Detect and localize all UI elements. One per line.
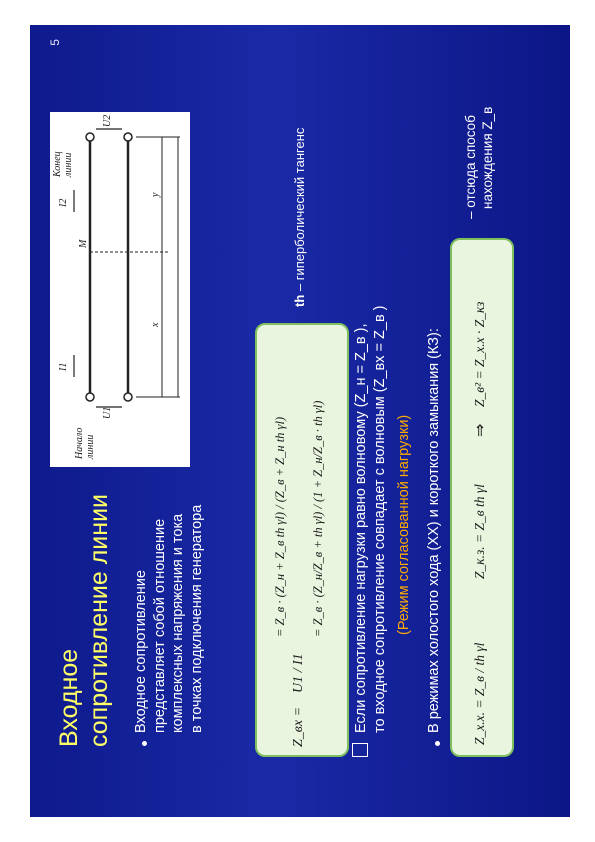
formula-ratio: U1 / I1 [291,653,306,693]
title-line-1: Входное [55,648,83,747]
label-x: x [150,322,161,327]
label-y: y [150,192,161,197]
line-end-label: Конец линии [52,151,74,177]
method-note-line-1: – отсюда способ [463,115,478,219]
line-diagram [50,112,190,467]
bullet1-line: Входное сопротивление [133,570,149,733]
formula-lhs: Z_вх = [291,706,306,747]
formula-expression-1: = Z_в · (Z_н + Z_в th γl) / (Z_в + Z_н th γl) [273,416,287,637]
th-text: – гиперболический тангенс [292,127,307,295]
main-formula-box [255,323,349,757]
formula-wave-impedance: Z_в² = Z_х.х · Z_кз [472,301,487,407]
bullet1-line: комплексных напряжения и тока [170,513,186,733]
method-note-line-2: нахождения Z_в [480,106,495,209]
title-line-2: сопротивление линии [85,493,113,747]
formula-short-circuit: Z_к.з. = Z_в th γl [472,484,487,579]
condition-text [352,33,389,733]
bullet-input-impedance [132,505,206,733]
label-u2: U2 [102,114,113,127]
modes-formula-box [450,238,514,757]
slide-title [54,494,114,747]
page-number: 5 [48,39,62,46]
slide [30,25,570,817]
label-i1: I1 [58,362,69,371]
label-i2: I2 [58,198,69,207]
formula-expression-2: = Z_в · (Z_н/Z_в + th γl) / (1 + Z_н/Z_в · th γl) [311,400,325,637]
th-bold: th [292,294,307,307]
implies-arrow: ⇒ [472,423,489,437]
bullet-dot [142,741,147,746]
slide-content [30,25,570,817]
condition-line-2: то входное сопротивление совпадает с волновым (Z_вх = Z_в ) [371,305,388,733]
bullet1-line: представляет собой отношение [151,518,168,733]
condition-line-1: Если сопротивление нагрузки равно волновому (Z_н = Z_в ), [353,323,369,733]
th-note [292,77,308,307]
matched-load-mode: (Режим согласованной нагрузки) [396,414,412,635]
label-m: M [78,239,89,248]
bullet1-line: в точках подключения генератора [188,504,205,733]
line-start-label: Начало линии [74,427,96,459]
method-note [462,39,496,219]
formula-open-circuit: Z_х.х. = Z_в / th γl [472,642,487,745]
condition-symbol [352,743,368,757]
label-u1: U1 [102,406,113,419]
bullet-dot [435,741,440,746]
bullet-modes: В режимах холостого хода (ХХ) и короткого замыкания (КЗ): [426,328,442,733]
